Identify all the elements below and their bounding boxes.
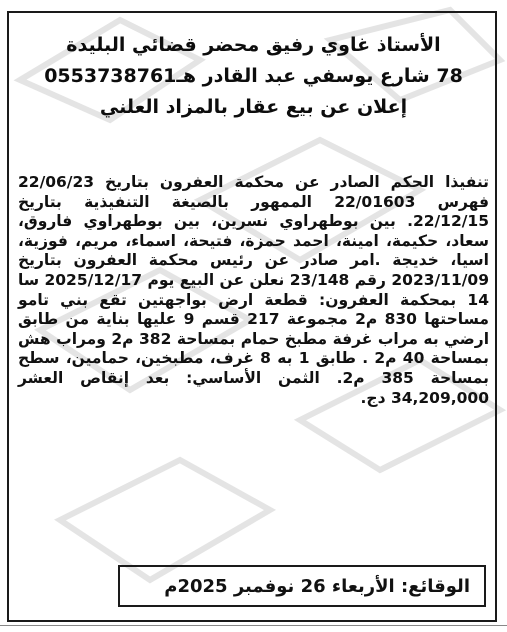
bailiff-name: الأستاذ غاوي رفيق محضر قضائي البليدة — [66, 34, 441, 56]
announcement-title: إعلان عن بيع عقار بالمزاد العلني — [99, 96, 408, 118]
bottom-divider — [0, 625, 507, 626]
bailiff-address: 78 شارع يوسفي عبد القادر هـ0553738761 — [44, 65, 463, 87]
publication-date: الوقائع: الأربعاء 26 نوفمبر 2025م — [164, 575, 470, 597]
publication-date-box — [118, 565, 486, 607]
announcement-header — [14, 30, 493, 123]
announcement-body: تنفيذا الحكم الصادر عن محكمة العفرون بتاريخ 22/06/23 فهرس 22/01603 الممهور بالصيغة التنفيذية بتاريخ 22/12/15. بين بوطهراوي نسرين، بين بوطهراوي فاروق، سعاد، حكيمة، امينة، احمد حمزة، فتيحة، اسماء، مريم، فوزية، اسيا، خديجة .امر صادر عن رئيس محكمة العفرون بتاريخ 2023/11/09 رقم 23/148 نعلن عن البيع يوم 2025/12/17 سا 14 بمحكمة العفرون: قطعة ارض بواجهتين تقع بني تامو مساحتها 830 م2 مجموعة 217 قسم 9 عليها بناية من طابق ارضي به مراب غرفة مطبخ حمام بمساحة 382 م2 ومراب هش بمساحة 40 م2 . طابق 1 به 8 غرف، مطبخين، حمامين، سطح بمساحة 385 م2. الثمن الأساسي: بعد إنقاص العشر 34,209,000 دج. — [18, 173, 490, 407]
